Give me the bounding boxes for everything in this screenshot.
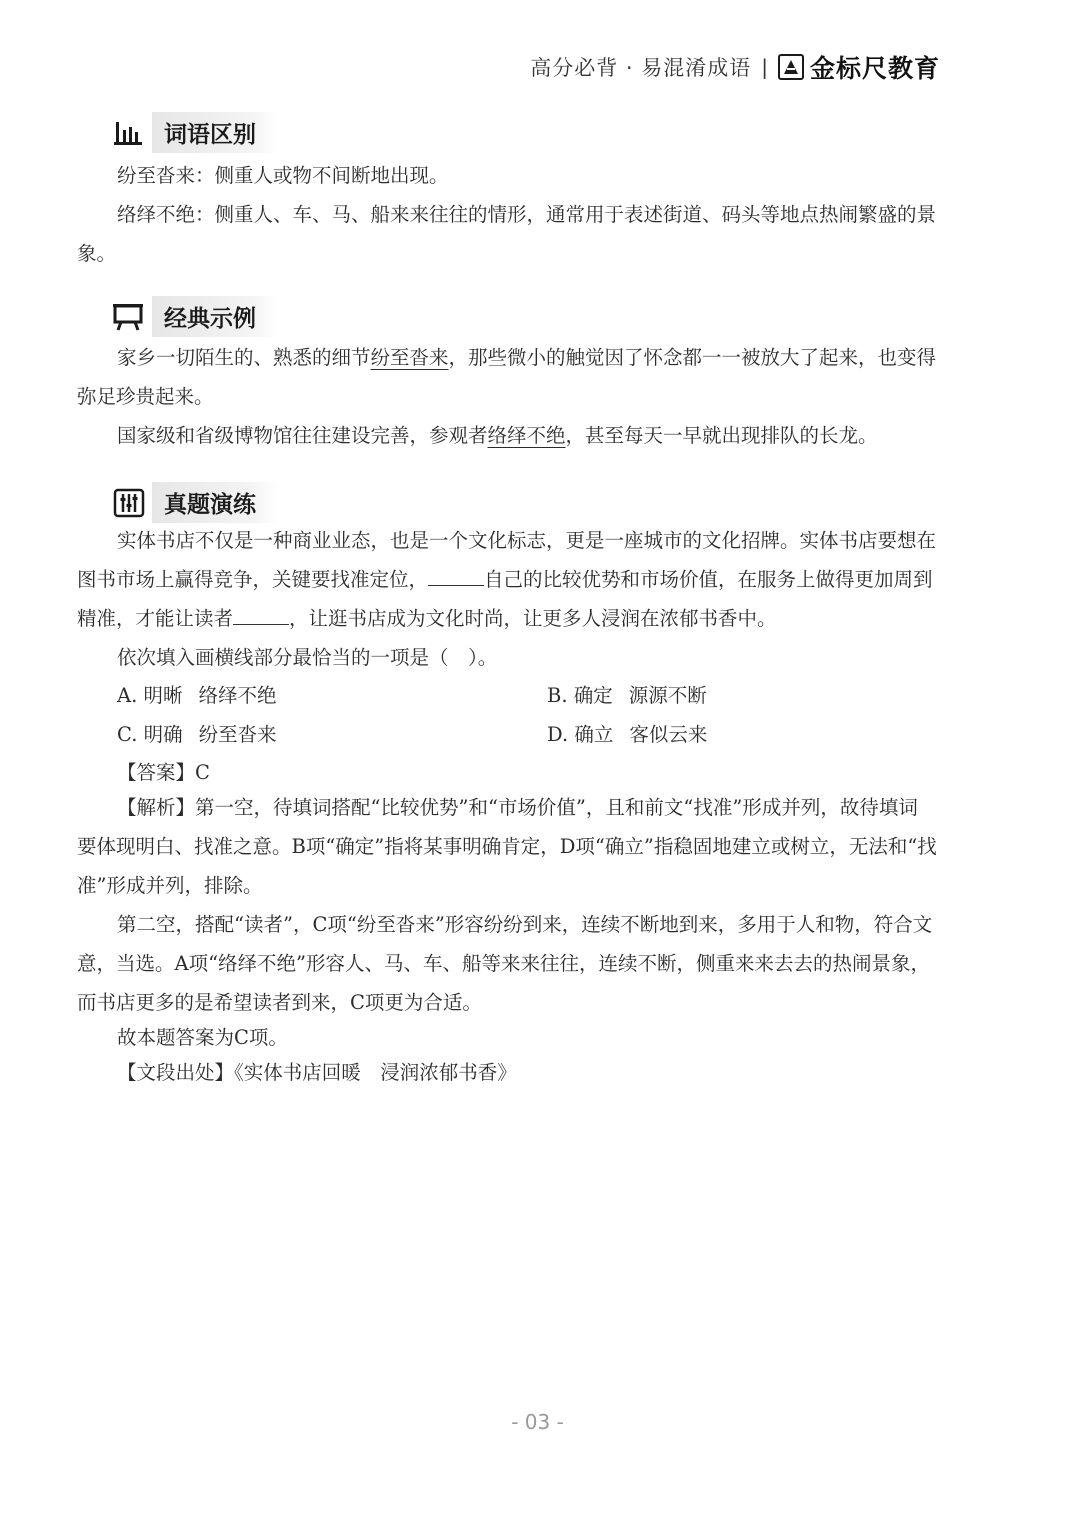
example-1	[77, 338, 937, 416]
option-text: 客似云来	[629, 723, 708, 746]
option-c	[117, 719, 277, 747]
example-2-before: 国家级和省级博物馆往往建设完善，参观者	[117, 424, 488, 447]
analysis-paragraph-2: 第二空，搭配“读者”，C项“纷至沓来”形容纷纷到来，连续不断地到来，多用于人和物，符合文意，当选。A项“络绎不绝”形容人、马、车、船等来来往往，连续不断，侧重来来去去的热闹景象，而书店更多的是希望读者到来，C项更为合适。	[77, 913, 933, 1014]
section-title: 词语区别	[152, 112, 278, 153]
option-text: 络绎不绝	[198, 684, 277, 707]
brand-logo	[778, 49, 940, 85]
sliders-icon	[112, 488, 146, 518]
option-text: 纷至沓来	[198, 723, 277, 746]
diff-line-2: 络绎不绝：侧重人、车、马、船来来往往的情形，通常用于表述街道、码头等地点热闹繁盛的景象。	[77, 203, 937, 265]
section-diff-heading	[112, 112, 278, 153]
question-part-1: 实体书店不仅是一种商业业态，也是一个文化标志，更是一座城市的文化招牌。实体书店要想在图书市场上赢得竞争，关键要找准定位，	[77, 529, 937, 591]
conclusion: 故本题答案为C项。	[117, 1026, 288, 1049]
option-label: A. 明晰	[117, 684, 183, 707]
fill-blank-2	[233, 600, 289, 625]
blackboard-icon	[112, 302, 146, 332]
header-separator: |	[761, 55, 768, 79]
option-label: B. 确定	[547, 684, 613, 707]
section-title: 真题演练	[152, 482, 278, 523]
question-part-2: 自己的比较优势和市场价值，在服务上做得更加周到精准，才能让读者	[77, 568, 933, 630]
section-practice-heading	[112, 482, 278, 523]
option-a	[117, 680, 277, 708]
page-number: - 03 -	[511, 1410, 564, 1434]
fill-blank-1	[428, 561, 484, 586]
example-1-after: ，那些微小的触觉因了怀念都一一被放大了起来，也变得弥足珍贵起来。	[77, 346, 937, 408]
page-header	[530, 44, 940, 90]
question-prompt: 依次填入画横线部分最恰当的一项是（ ）。	[117, 646, 498, 669]
bar-chart-icon	[112, 118, 146, 148]
header-title: 高分必背 · 易混淆成语	[530, 56, 752, 80]
diff-line-1: 纷至沓来：侧重人或物不间断地出现。	[117, 164, 449, 187]
example-2	[77, 416, 937, 455]
option-d	[547, 719, 707, 747]
section-examples-heading	[112, 296, 278, 337]
brand-name: 金标尺教育	[809, 54, 940, 83]
example-1-before: 家乡一切陌生的、熟悉的细节	[117, 346, 371, 369]
option-b	[547, 680, 707, 708]
example-2-term: 络绎不绝	[487, 424, 566, 447]
source: 【文段出处】《实体书店回暖 浸润浓郁书香》	[117, 1061, 517, 1084]
analysis-paragraph-1: 【解析】第一空，待填词搭配“比较优势”和“市场价值”，且和前文“找准”形成并列，故待填词要体现明白、找准之意。B项“确定”指将某事明确肯定，D项“确立”指稳固地建立或树立，无法和“找准”形成并列，排除。	[77, 796, 937, 897]
option-text: 源源不断	[628, 684, 707, 707]
question-stem	[77, 521, 937, 638]
answer: 【答案】C	[117, 761, 210, 784]
option-label: D. 确立	[547, 723, 614, 746]
option-label: C. 明确	[117, 723, 183, 746]
section-title: 经典示例	[152, 296, 278, 337]
example-1-term: 纷至沓来	[370, 346, 449, 369]
brand-pyramid-icon	[778, 54, 804, 80]
question-part-3: ，让逛书店成为文化时尚，让更多人浸润在浓郁书香中。	[289, 607, 777, 630]
example-2-after: ，甚至每天一早就出现排队的长龙。	[565, 424, 878, 447]
